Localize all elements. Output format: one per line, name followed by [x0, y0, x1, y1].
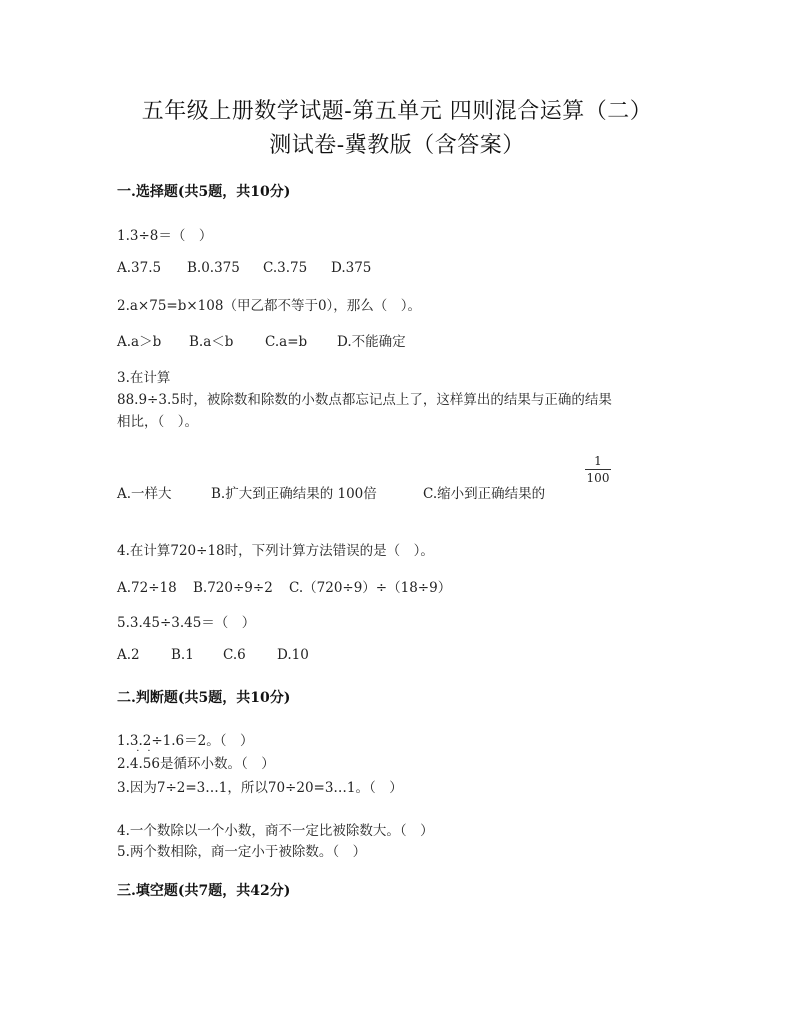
fraction-bar — [585, 469, 611, 470]
repeating-decimal: · · 4.56 — [129, 746, 160, 772]
question-2-text: 2.a×75=b×108（甲乙都不等于0），那么（ ）。 — [117, 298, 422, 314]
option-b: B.0.375 — [187, 260, 240, 276]
option-a: A.一样大 — [117, 486, 172, 502]
fraction-denominator: 100 — [586, 471, 610, 485]
option-c: C.缩小到正确结果的 — [423, 486, 546, 502]
option-d: D.不能确定 — [337, 334, 406, 350]
question-4-text: 4.在计算720÷18时，下列计算方法错误的是（ ）。 — [117, 543, 434, 559]
judgment-2-suffix: 是循环小数。（ ） — [159, 756, 275, 772]
judgment-5-text: 5.两个数相除，商一定小于被除数。（ ） — [117, 844, 367, 860]
question-3-line2: 88.9÷3.5时，被除数和除数的小数点都忘记点上了，这样算出的结果与正确的结果 — [117, 392, 612, 408]
question-3-line3: 相比，（ ）。 — [117, 414, 198, 430]
question-3-line1: 3.在计算 — [117, 370, 171, 386]
option-a: A.2 — [117, 647, 140, 663]
question-1-text: 1.3÷8＝（ ） — [117, 228, 213, 244]
option-c: C.（720÷9）÷（18÷9） — [289, 580, 452, 596]
repeating-dots: · · — [136, 746, 154, 757]
question-4-options — [117, 576, 451, 596]
option-c: C.a=b — [265, 334, 308, 350]
fraction-numerator: 1 — [594, 454, 602, 468]
question-3-options — [117, 482, 545, 502]
question-2-options — [117, 330, 406, 350]
judgment-2-text — [117, 746, 275, 772]
document-title-line1: 五年级上册数学试题-第五单元 四则混合运算（二） — [141, 99, 653, 124]
option-b: B.扩大到正确结果的 100倍 — [211, 486, 377, 502]
option-d: D.10 — [277, 647, 309, 663]
option-b: B.a＜b — [189, 334, 234, 350]
judgment-3-text: 3.因为7÷2=3…1，所以70÷20=3…1。（ ） — [117, 780, 403, 796]
judgment-1-text: 1.3.2÷1.6＝2。（ ） — [117, 733, 254, 749]
option-b: B.720÷9÷2 — [193, 580, 273, 596]
option-a: A.37.5 — [117, 260, 162, 276]
option-d: D.375 — [331, 260, 372, 276]
option-b: B.1 — [171, 647, 194, 663]
section-heading-fill-in: 三.填空题(共7题，共42分) — [117, 883, 291, 899]
option-a: A.72÷18 — [117, 580, 177, 596]
option-c: C.3.75 — [263, 260, 308, 276]
question-5-options — [117, 647, 309, 663]
section-heading-choice: 一.选择题(共5题，共10分) — [117, 184, 291, 200]
judgment-4-text: 4.一个数除以一个小数，商不一定比被除数大。（ ） — [117, 823, 434, 839]
option-c: C.6 — [223, 647, 246, 663]
section-heading-judgment: 二.判断题(共5题，共10分) — [117, 690, 291, 706]
option-a: A.a＞b — [117, 334, 162, 350]
fraction-one-hundredth — [585, 454, 611, 485]
question-5-text: 5.3.45÷3.45＝（ ） — [117, 615, 256, 631]
judgment-2-prefix: 2. — [117, 756, 130, 772]
document-title-line2: 测试卷-冀教版（含答案） — [269, 133, 525, 158]
question-1-options — [117, 260, 371, 276]
